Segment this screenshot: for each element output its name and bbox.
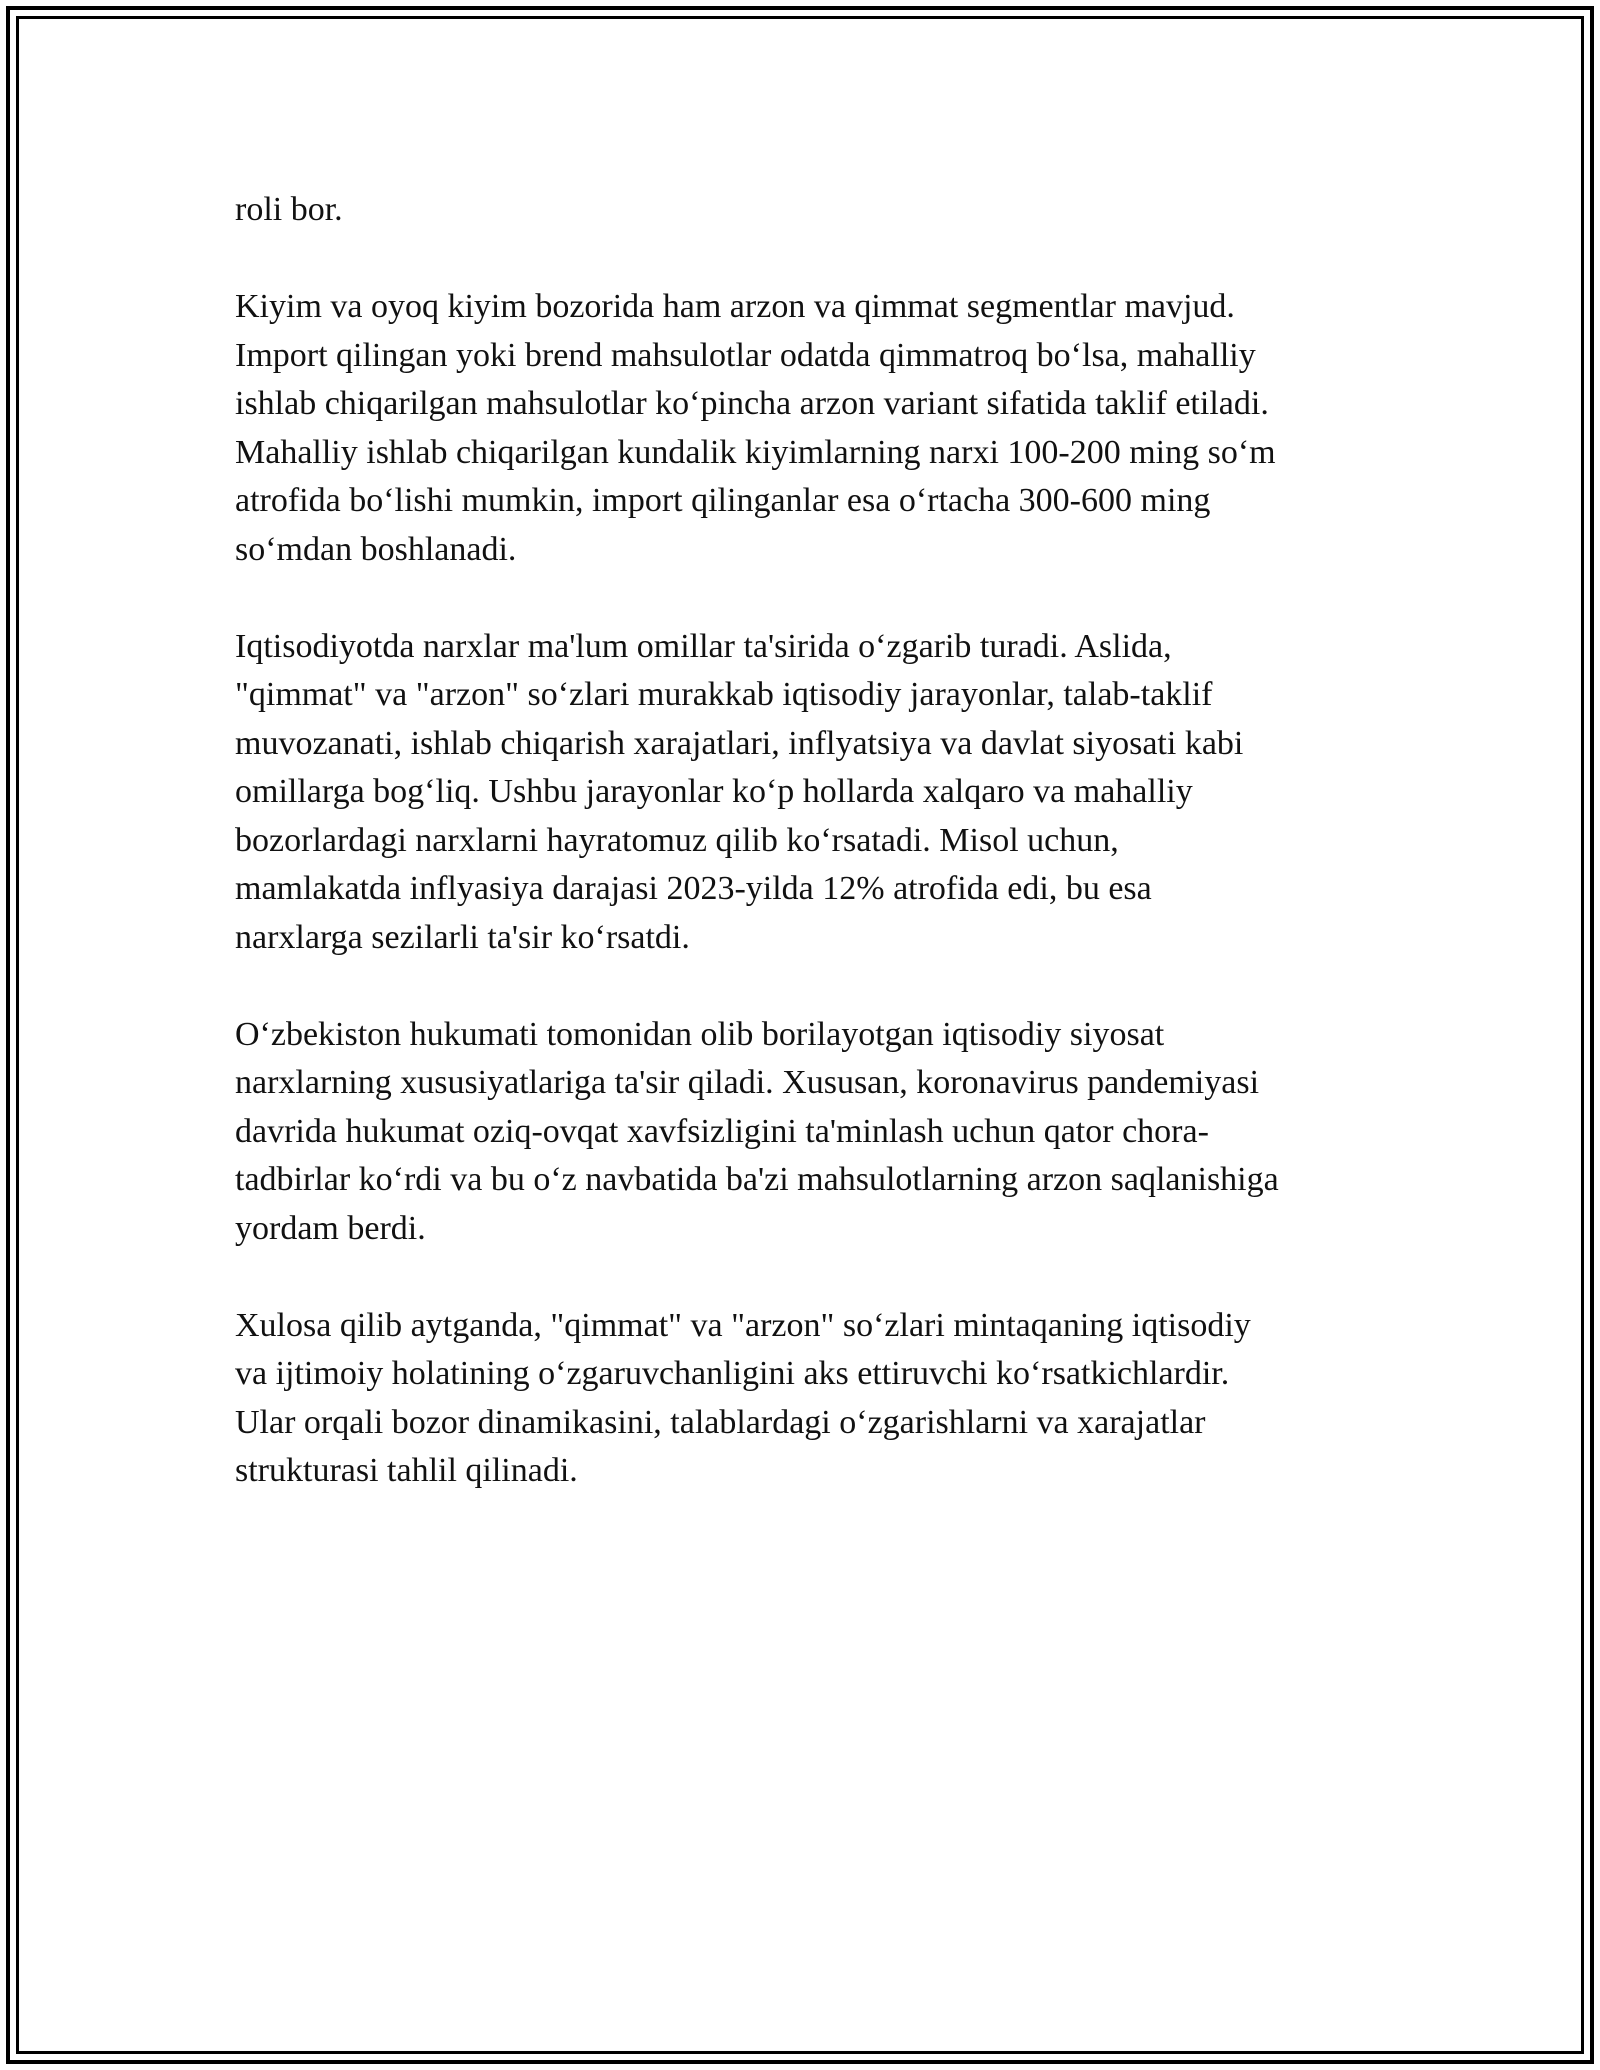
paragraph-government-policy: O‘zbekiston hukumati tomonidan olib borilayotgan iqtisodiy siyosat narxlarning xususiyatlariga ta'sir qiladi. Xususan, koronavirus pandemiyasi davrida hukumat oziq-ovqat xavfsizligini ta'minlash uchun qator chora- tadbirlar ko‘rdi va bu o‘z navbatida ba'zi mahsulotlarning arzon saqlanishiga yordam berdi. [235,1015,1279,1247]
document-body [235,186,1365,1544]
paragraph-clothing-market: Kiyim va oyoq kiyim bozorida ham arzon va qimmat segmentlar mavjud. Import qilingan yoki brend mahsulotlar odatda qimmatroq bo‘lsa, mahalliy ishlab chiqarilgan mahsulotlar ko‘pincha arzon variant sifatida taklif etiladi. Mahalliy ishlab chiqarilgan kundalik kiyimlarning narxi 100-200 ming so‘m atrofida bo‘lishi mumkin, import qilinganlar esa o‘rtacha 300-600 ming so‘mdan boshlanadi. [235,288,1276,568]
paragraph-conclusion: Xulosa qilib aytganda, "qimmat" va "arzon" so‘zlari mintaqaning iqtisodiy va ijtimoiy holatining o‘zgaruvchanligini aks ettiruvchi ko‘rsatkichlardir. Ular orqali bozor dinamikasini, talablardagi o‘zgarishlarni va xarajatlar strukturasi tahlil qilinadi. [235,1306,1251,1489]
paragraph-continuation: roli bor. [235,191,343,228]
paragraph-price-factors: Iqtisodiyotda narxlar ma'lum omillar ta'sirida o‘zgarib turadi. Aslida, "qimmat" va "arzon" so‘zlari murakkab iqtisodiy jarayonlar, talab-taklif muvozanati, ishlab chiqarish xarajatlari, inflyatsiya va davlat siyosati kabi omillarga bog‘liq. Ushbu jarayonlar ko‘p hollarda xalqaro va mahalliy bozorlardagi narxlarni hayratomuz qilib ko‘rsatadi. Misol uchun, mamlakatda inflyasiya darajasi 2023-yilda 12% atrofida edi, bu esa narxlarga sezilarli ta'sir ko‘rsatdi. [235,627,1244,956]
